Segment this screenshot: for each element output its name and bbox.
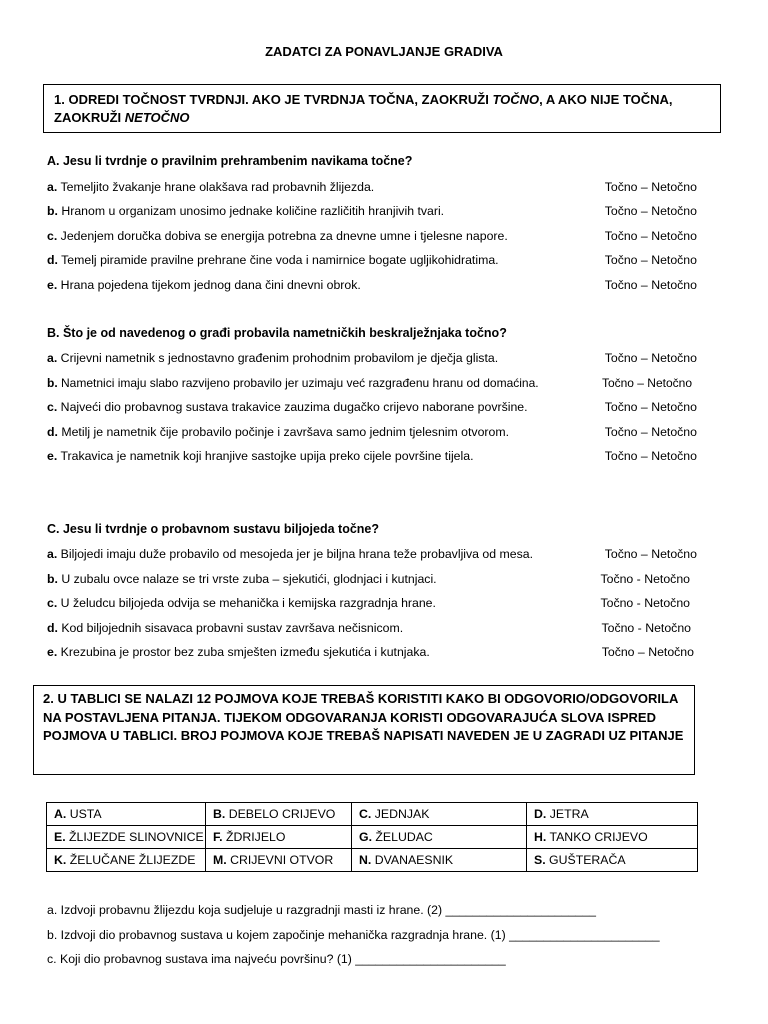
answer-choice[interactable]: Točno – Netočno — [604, 180, 697, 194]
term-cell: C. JEDNJAK — [352, 803, 527, 826]
answer-choice[interactable]: Točno – Netočno — [604, 449, 697, 463]
answer-choice[interactable]: Točno – Netočno — [604, 204, 697, 218]
section-a-heading: A. Jesu li tvrdnje o pravilnim prehrambenim navikama točne? — [47, 154, 413, 168]
term-cell: M. CRIJEVNI OTVOR — [206, 849, 352, 872]
statement-row: e. Hrana pojedena tijekom jednog dana čini dnevni obrok. Točno – Netočno — [47, 278, 697, 292]
statement-row: e. Krezubina je prostor bez zuba smješten između sjekutića i kutnjaka. Točno – Netočno — [47, 645, 694, 659]
statement-row: d. Kod biljojednih sisavaca probavni sustav završava nečisnicom. Točno - Netočno — [47, 621, 691, 635]
term-cell: E. ŽLIJEZDE SLINOVNICE — [47, 826, 206, 849]
statement-row: d. Metilj je nametnik čije probavilo počinje i završava samo jednim tjelesnim otvorom. Točno – Netočno — [47, 425, 697, 439]
table-row — [47, 803, 698, 826]
answer-choice[interactable]: Točno – Netočno — [604, 278, 697, 292]
answer-choice[interactable]: Točno - Netočno — [600, 596, 690, 610]
statement-row: d. Temelj piramide pravilne prehrane čine voda i namirnice bogate ugljikohidratima. Točno – Netočno — [47, 253, 697, 267]
answer-choice[interactable]: Točno – Netočno — [604, 425, 697, 439]
task2-heading-box — [33, 685, 695, 775]
term-cell: K. ŽELUČANE ŽLIJEZDE — [47, 849, 206, 872]
statement-row: a. Temeljito žvakanje hrane olakšava rad probavnih žlijezda. Točno – Netočno — [47, 180, 697, 194]
answer-choice[interactable]: Točno – Netočno — [604, 547, 697, 561]
page-title: ZADATCI ZA PONAVLJANJE GRADIVA — [265, 44, 503, 59]
statement-row: e. Trakavica je nametnik koji hranjive sastojke upija preko cijele površine tijela. Točno – Netočno — [47, 449, 697, 463]
answer-choice[interactable]: Točno - Netočno — [600, 572, 690, 586]
statement-row: c. U želudcu biljojeda odvija se mehanička i kemijska razgradnja hrane. Točno - Netočno — [47, 596, 690, 610]
answer-choice[interactable]: Točno – Netočno — [601, 376, 692, 390]
statement-row: a. Biljojedi imaju duže probavilo od mesojeda jer je biljna hrana teže probavljiva od mesa. Točno – Netočno — [47, 547, 697, 561]
section-c-heading: C. Jesu li tvrdnje o probavnom sustavu biljojeda točne? — [47, 522, 380, 536]
statement-row: c. Najveći dio probavnog sustava trakavice zauzima dugačko crijevo naborane površine. Točno – Netočno — [47, 400, 697, 414]
term-cell: G. ŽELUDAC — [352, 826, 527, 849]
term-cell: H. TANKO CRIJEVO — [527, 826, 698, 849]
term-cell: B. DEBELO CRIJEVO — [206, 803, 352, 826]
answer-choice[interactable]: Točno - Netočno — [601, 621, 691, 635]
task1-heading: 1. ODREDI TOČNOST TVRDNJI. AKO JE TVRDNJA TOČNA, ZAOKRUŽI TOČNO, A AKO NIJE TOČNA, ZAOKRUŽI NETOČNO — [54, 92, 673, 125]
term-cell: D. JETRA — [527, 803, 698, 826]
statement-row: a. Crijevni nametnik s jednostavno građenim prohodnim probavilom je dječja glista. Točno – Netočno — [47, 351, 697, 365]
terms-table — [46, 802, 698, 872]
term-cell: F. ŽDRIJELO — [206, 826, 352, 849]
question-a[interactable]: a. Izdvoji probavnu žlijezdu koja sudjeluje u razgradnji masti iz hrane. (2) ______________________ — [47, 903, 596, 917]
answer-choice[interactable]: Točno – Netočno — [604, 229, 697, 243]
term-cell: S. GUŠTERAČA — [527, 849, 698, 872]
section-b-heading: B. Što je od navedenog o građi probavila nametničkih beskralježnjaka točno? — [47, 326, 507, 340]
term-cell: N. DVANAESNIK — [352, 849, 527, 872]
table-row — [47, 849, 698, 872]
answer-choice[interactable]: Točno – Netočno — [604, 400, 697, 414]
answer-choice[interactable]: Točno – Netočno — [604, 351, 697, 365]
statement-row: c. Jedenjem doručka dobiva se energija potrebna za dnevne umne i tjelesne napore. Točno – Netočno — [47, 229, 697, 243]
statement-row: b. U zubalu ovce nalaze se tri vrste zuba – sjekutići, glodnjaci i kutnjaci. Točno - Netočno — [47, 572, 690, 586]
table-row — [47, 826, 698, 849]
term-cell: A. USTA — [47, 803, 206, 826]
statement-row: b. Nametnici imaju slabo razvijeno probavilo jer uzimaju već razgrađenu hranu od domaćina. Točno – Netočno — [47, 376, 692, 390]
task1-heading-box — [43, 84, 721, 133]
statement-row: b. Hranom u organizam unosimo jednake količine različitih hranjivih tvari. Točno – Netočno — [47, 204, 697, 218]
question-b[interactable]: b. Izdvoji dio probavnog sustava u kojem započinje mehanička razgradnja hrane. (1) ______________________ — [47, 928, 660, 942]
answer-choice[interactable]: Točno – Netočno — [604, 253, 697, 267]
question-c[interactable]: c. Koji dio probavnog sustava ima najveću površinu? (1) ______________________ — [47, 952, 506, 966]
answer-choice[interactable]: Točno – Netočno — [601, 645, 694, 659]
task2-heading: 2. U TABLICI SE NALAZI 12 POJMOVA KOJE TREBAŠ KORISTITI KAKO BI ODGOVORIO/ODGOVORILA NA POSTAVLJENA PITANJA. TIJEKOM ODGOVARANJA KORISTI ODGOVARAJUĆA SLOVA ISPRED POJMOVA U TABLICI. BROJ POJMOVA KOJE TREBAŠ NAPISATI NAVEDEN JE U ZAGRADI UZ PITANJE — [43, 691, 684, 743]
